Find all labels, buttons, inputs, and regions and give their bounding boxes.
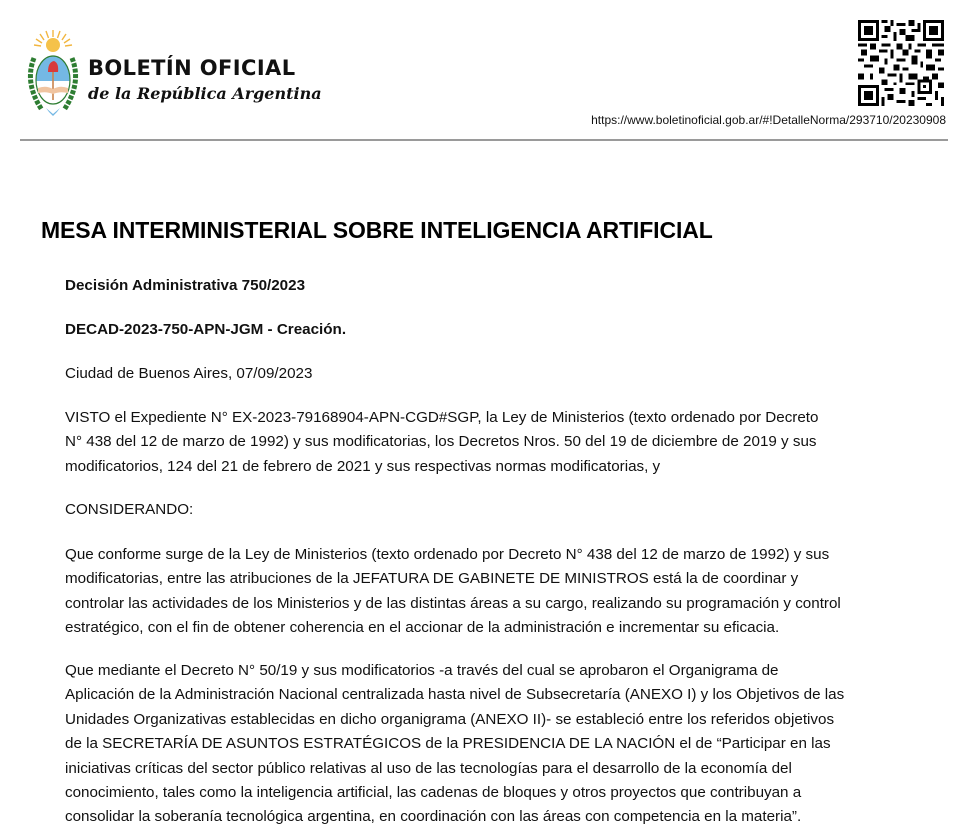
- considerando-paragraph-1: [65, 543, 841, 641]
- paragraph-line: VISTO el Expediente N° EX-2023-79168904-APN-CGD#SGP, la Ley de Ministerios (texto ordenado por Decreto: [65, 409, 819, 426]
- paragraph-line: Que conforme surge de la Ley de Ministerios (texto ordenado por Decreto N° 438 del 12 de marzo de 1992) y sus: [65, 546, 830, 563]
- paragraph-line: consolidar la soberanía tecnológica argentina, en coordinación con las áreas con competencia en la materia”.: [65, 808, 802, 826]
- paragraph-line: estratégico, con el fin de obtener coherencia en el accionar de la administración e incrementar su eficacia.: [65, 619, 780, 637]
- paragraph-line: modificatorios, 124 del 21 de febrero de 2021 y sus respectivas normas modificatorias, y: [65, 457, 661, 475]
- paragraph-line: Que mediante el Decreto N° 50/19 y sus modificatorios -a través del cual se aprobaron el Organigrama de: [65, 662, 779, 679]
- decision-number: Decisión Administrativa 750/2023: [65, 277, 306, 294]
- decision-code: DECAD-2023-750-APN-JGM - Creación.: [65, 321, 347, 338]
- norma-url[interactable]: https://www.boletinoficial.gob.ar/#!DetalleNorma/293710/20230908: [591, 113, 946, 127]
- document-title: MESA INTERMINISTERIAL SOBRE INTELIGENCIA ARTIFICIAL: [41, 217, 713, 243]
- considerando-paragraph-2: [65, 659, 844, 830]
- paragraph-line: conocimiento, tales como la inteligencia artificial, las cadenas de bloques y otros proyectos que contribuyan a: [65, 784, 802, 802]
- visto-paragraph: [65, 406, 818, 479]
- header-separator: [20, 139, 948, 141]
- paragraph-line: de la SECRETARÍA DE ASUNTOS ESTRATÉGICOS de la PRESIDENCIA DE LA NACIÓN el de “Participar en las: [65, 735, 831, 753]
- paragraph-line: controlar las actividades de los Ministerios y de las distintas áreas a su cargo, realizando su programación y control: [65, 594, 841, 612]
- paragraph-line: Unidades Organizativas establecidas en dicho organigrama (ANEXO II)- se estableció entre los referidos objetivos: [65, 710, 835, 728]
- paragraph-line: iniciativas críticas del sector público relativas al uso de las tecnologías para el desarrollo de la economía del: [65, 759, 792, 777]
- brand-title: BOLETÍN OFICIAL: [88, 56, 296, 80]
- paragraph-line: N° 438 del 12 de marzo de 1992) y sus modificatorias, los Decretos Nros. 50 del 19 de diciembre de 2019 y sus: [65, 433, 817, 451]
- place-date: Ciudad de Buenos Aires, 07/09/2023: [65, 365, 313, 382]
- considerando-heading: CONSIDERANDO:: [65, 501, 194, 518]
- paragraph-line: modificatorias, entre las atribuciones de la JEFATURA DE GABINETE DE MINISTROS está la de coordinar y: [65, 570, 799, 588]
- paragraph-line: Aplicación de la Administración Nacional centralizada hasta nivel de Subsecretaría (ANEXO I) y los Objetivos de las: [65, 686, 845, 704]
- document-header: [0, 0, 956, 145]
- qr-code-icon: [858, 20, 944, 106]
- brand-subtitle: de la República Argentina: [88, 84, 322, 103]
- argentina-coat-of-arms-icon: [22, 28, 84, 118]
